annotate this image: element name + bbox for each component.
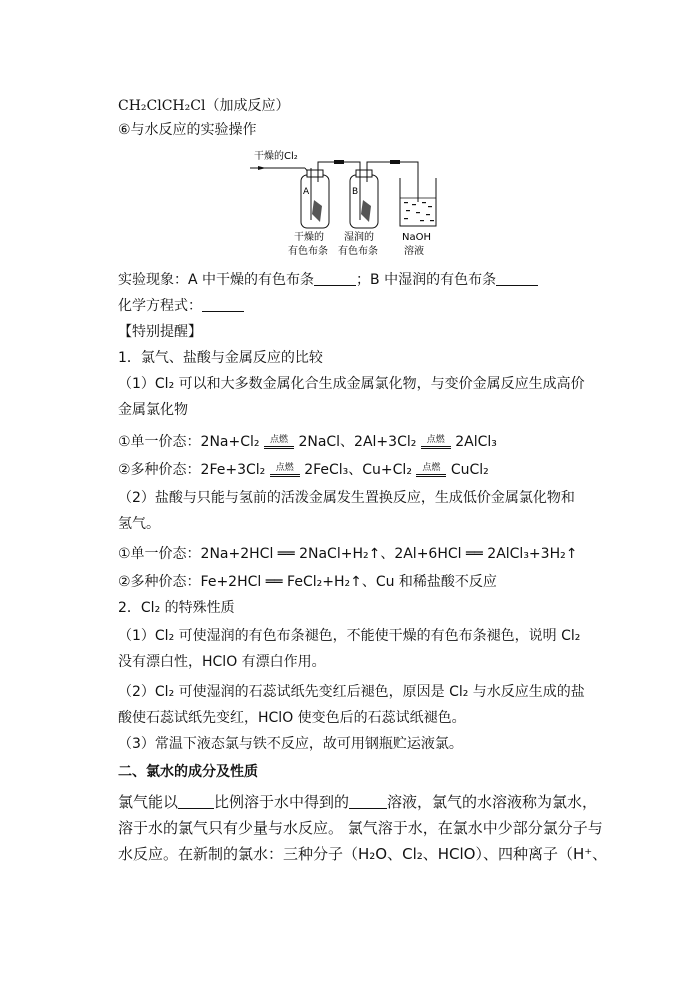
line-note-1-2: 金属氯化物	[118, 402, 188, 418]
bottle-b-label: B	[352, 187, 359, 197]
line-property-1a: （1）Cl₂ 可使湿润的有色布条褪色，不能使干燥的有色布条褪色，说明 Cl₂	[118, 628, 581, 644]
line-single-valence-hcl: ①单一价态：2Na+2HCl ══ 2NaCl+H₂↑、2Al+6HCl ══ 2AlCl₃+3H₂↑	[118, 546, 578, 562]
blank-a	[314, 271, 356, 286]
line-multi-valence-cl2	[118, 460, 489, 480]
phenomenon-b-text: ；B 中湿润的有色布条	[356, 272, 497, 288]
line-phenomenon	[118, 270, 538, 290]
line-single-valence-cl2	[118, 432, 497, 452]
reaction-arrow-3	[270, 464, 300, 477]
line-section-2: 2．Cl₂ 的特殊性质	[118, 600, 235, 616]
condition-2: 点燃	[426, 435, 445, 445]
line-note-2-2: 氢气。	[118, 516, 160, 532]
line-equation	[118, 296, 244, 316]
line-property-2a: （2）Cl₂ 可使湿润的石蕊试纸先变红后褪色，原因是 Cl₂ 与水反应生成的盐	[118, 684, 585, 700]
line-note-1-1: （1）Cl₂ 可以和大多数金属化合生成金属氯化物，与变价金属反应生成高价	[118, 376, 585, 392]
caption-c-1: NaOH	[402, 232, 431, 243]
bottle-a	[301, 168, 329, 228]
multi-valence-part1: ②多种价态：2Fe+3Cl₂	[118, 462, 266, 478]
caption-b-2: 有色布条	[338, 246, 378, 257]
line-section-1: 1．氯气、盐酸与金属反应的比较	[118, 350, 323, 366]
line-special-reminder: 【特别提醒】	[118, 324, 202, 340]
line-dichloroethane: CH₂ClCH₂Cl（加成反应）	[118, 98, 290, 114]
line-multi-valence-hcl: ②多种价态：Fe+2HCl ══ FeCl₂+H₂↑、Cu 和稀盐酸不反应	[118, 574, 497, 590]
reaction-arrow-1	[264, 436, 294, 449]
multi-valence-part3: CuCl₂	[450, 462, 489, 478]
blank-b	[496, 271, 538, 286]
line-property-2b: 酸使石蕊试纸先变红，HClO 使变色后的石蕊试纸褪色。	[118, 710, 466, 726]
caption-a-1: 干燥的	[294, 232, 324, 243]
line-water-reaction-heading: ⑥与水反应的实验操作	[118, 122, 257, 138]
condition-4: 点燃	[422, 463, 441, 473]
reaction-arrow-2	[421, 436, 451, 449]
caption-a-2: 有色布条	[288, 246, 328, 257]
line-property-3: （3）常温下液态氯与铁不反应，故可用钢瓶贮运液氯。	[118, 736, 463, 752]
section-heading-chlorine-water: 二、氯水的成分及性质	[118, 764, 258, 780]
blank-ratio	[178, 794, 214, 809]
bottle-a-label: A	[303, 187, 310, 197]
bottle-b	[350, 168, 378, 228]
line-chlorine-water-1	[118, 792, 597, 812]
cw-text-2: 比例溶于水中得到的	[214, 793, 350, 811]
cw-text-1: 氯气能以	[118, 793, 179, 811]
line-note-2-1: （2）盐酸与只能与氢前的活泼金属发生置换反应，生成低价金属氯化物和	[118, 490, 575, 506]
single-valence-part2: 2NaCl、2Al+3Cl₂	[298, 434, 417, 450]
equation-label: 化学方程式：	[118, 298, 202, 314]
caption-b-1: 湿润的	[344, 232, 374, 243]
single-valence-part3: 2AlCl₃	[455, 434, 497, 450]
cw-text-3: 溶液，氯气的水溶液称为氯水，	[387, 793, 598, 811]
multi-valence-part2: 2FeCl₃、Cu+Cl₂	[304, 462, 412, 478]
experiment-apparatus-diagram	[250, 142, 450, 264]
blank-equation	[202, 297, 244, 312]
line-property-1b: 没有漂白性，HClO 有漂白作用。	[118, 654, 326, 670]
reaction-arrow-4	[416, 464, 446, 477]
gas-label: 干燥的Cl₂	[254, 151, 298, 162]
line-chlorine-water-3: 水反应。在新制的氯水：三种分子（H₂O、Cl₂、HClO）、四种离子（H⁺、	[118, 845, 608, 863]
line-chlorine-water-2: 溶于水的氯气只有少量与水反应。 氯气溶于水，在氯水中少部分氯分子与	[118, 819, 603, 837]
blank-solution	[349, 794, 387, 809]
caption-c-2: 溶液	[404, 246, 424, 257]
condition-1: 点燃	[269, 435, 288, 445]
condition-3: 点燃	[275, 463, 294, 473]
phenomenon-a-text: 实验现象：A 中干燥的有色布条	[118, 272, 315, 288]
single-valence-part1: ①单一价态：2Na+Cl₂	[118, 434, 260, 450]
